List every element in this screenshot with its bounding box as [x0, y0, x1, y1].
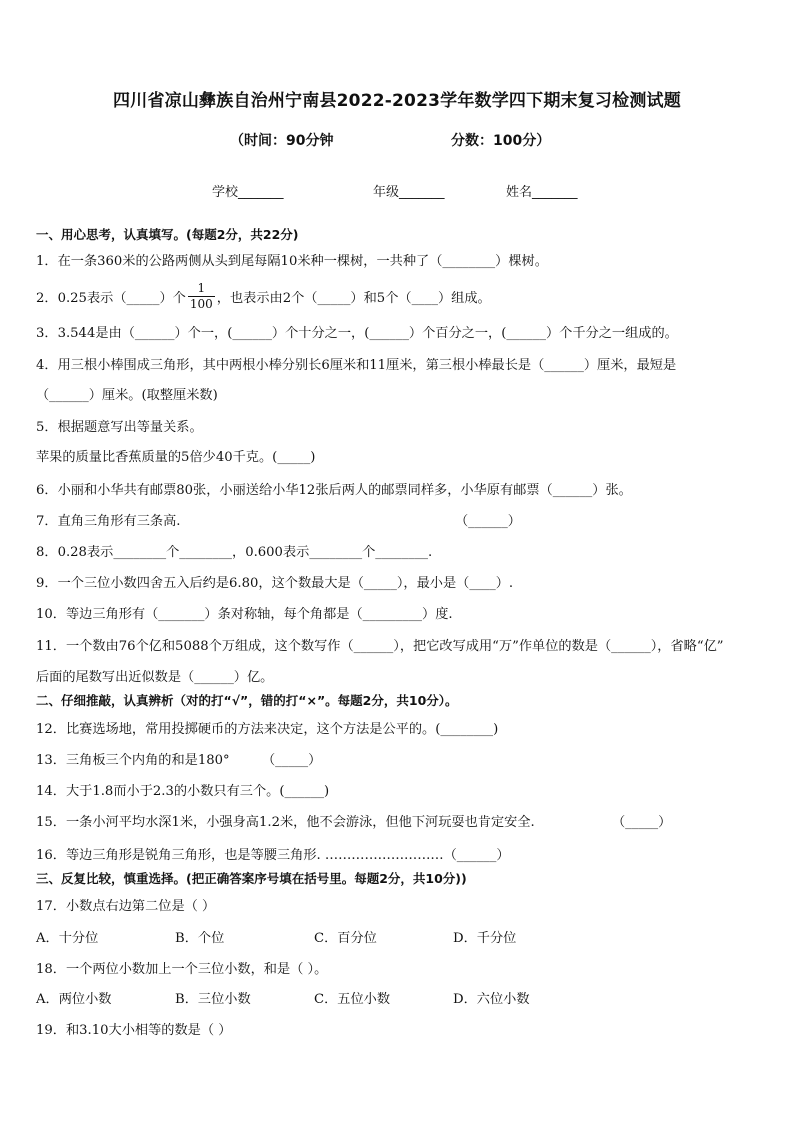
- question-11-line-2: 后面的尾数写出近似数是（______）亿。: [36, 670, 274, 685]
- question-19: 19．和3.10大小相等的数是（ ）: [36, 1023, 232, 1038]
- question-2: [36, 276, 491, 316]
- section-3-heading: 三、反复比较，慎重选择。(把正确答案序号填在括号里。每题2分，共10分)): [36, 871, 467, 886]
- question-6: 6．小丽和小华共有邮票80张，小丽送给小华12张后两人的邮票同样多，小华原有邮票（______）张。: [36, 483, 632, 498]
- question-15-answer-blank: （_____）: [612, 815, 672, 830]
- question-7-answer-blank: （______）: [455, 514, 521, 529]
- question-17: 17．小数点右边第二位是（ ）: [36, 899, 216, 914]
- question-17-option-c: C．百分位: [314, 931, 377, 946]
- section-2-heading: 二、仔细推敲，认真辨析（对的打“√”，错的打“×”。每题2分，共10分）。: [36, 693, 458, 708]
- question-5-line-2: 苹果的质量比香蕉质量的5倍少40千克。(_____): [36, 450, 316, 465]
- fraction: [188, 281, 215, 312]
- section-1-heading: 一、用心思考，认真填写。(每题2分，共22分): [36, 227, 299, 242]
- question-3: 3．3.544是由（______）个一，(______）个十分之一，(______）个百分之一，(______）个千分之一组成的。: [36, 326, 678, 341]
- question-17-option-a: A．十分位: [36, 931, 99, 946]
- question-4-line-2: （______）厘米。(取整厘米数): [36, 388, 218, 403]
- school-field: 学校_______: [212, 185, 284, 200]
- question-10: 10．等边三角形有（_______）条对称轴，每个角都是（_________）度.: [36, 607, 453, 622]
- question-18-option-b: B．三位小数: [175, 992, 251, 1007]
- question-7: 7．直角三角形有三条高.: [36, 514, 181, 529]
- name-field: 姓名_______: [506, 185, 578, 200]
- question-4-line-1: 4．用三根小棒围成三角形，其中两根小棒分别长6厘米和11厘米，第三根小棒最长是（______）厘米，最短是: [36, 358, 677, 373]
- question-13-answer-blank: （_____）: [262, 753, 322, 768]
- question-18-option-c: C．五位小数: [314, 992, 391, 1007]
- question-18-option-a: A．两位小数: [36, 992, 112, 1007]
- question-5-line-1: 5．根据题意写出等量关系。: [36, 420, 203, 435]
- question-16: 16．等边三角形是锐角三角形，也是等腰三角形. ………………………（______）: [36, 848, 510, 863]
- question-14: 14．大于1.8而小于2.3的小数只有三个。(______): [36, 784, 330, 799]
- fraction-denominator: 100: [189, 296, 213, 311]
- exam-score: 分数：100分）: [451, 133, 551, 149]
- question-18: 18．一个两位小数加上一个三位小数，和是（ ）。: [36, 962, 328, 977]
- question-9: 9．一个三位小数四舍五入后约是6.80，这个数最大是（_____），最小是（____）.: [36, 576, 514, 591]
- question-17-option-d: D．千分位: [453, 931, 517, 946]
- question-1: 1．在一条360米的公路两侧从头到尾每隔10米种一棵树，一共种了（________）棵树。: [36, 254, 548, 269]
- fraction-numerator: 1: [197, 280, 206, 295]
- question-2-part-a: 2．0.25表示（_____）个: [36, 290, 186, 306]
- question-11-line-1: 11．一个数由76个亿和5088个万组成，这个数写作（______），把它改写成用“万”作单位的数是（______），省略“亿”: [36, 639, 724, 654]
- question-18-option-d: D．六位小数: [453, 992, 530, 1007]
- question-12: 12．比赛选场地，常用投掷硬币的方法来决定，这个方法是公平的。(________): [36, 722, 499, 737]
- question-15: 15．一条小河平均水深1米，小强身高1.2米，他不会游泳，但他下河玩耍也肯定安全.: [36, 815, 535, 830]
- grade-field: 年级_______: [373, 185, 445, 200]
- question-2-part-b: ，也表示由2个（_____）和5个（____）组成。: [216, 290, 491, 306]
- question-13: 13．三角板三个内角的和是180°: [36, 753, 230, 768]
- exam-title: 四川省凉山彝族自治州宁南县2022-2023学年数学四下期末复习检测试题: [113, 91, 681, 111]
- question-17-option-b: B．个位: [175, 931, 225, 946]
- exam-time: （时间：90分钟: [230, 133, 334, 149]
- question-8: 8．0.28表示________个________，0.600表示________个________.: [36, 545, 433, 560]
